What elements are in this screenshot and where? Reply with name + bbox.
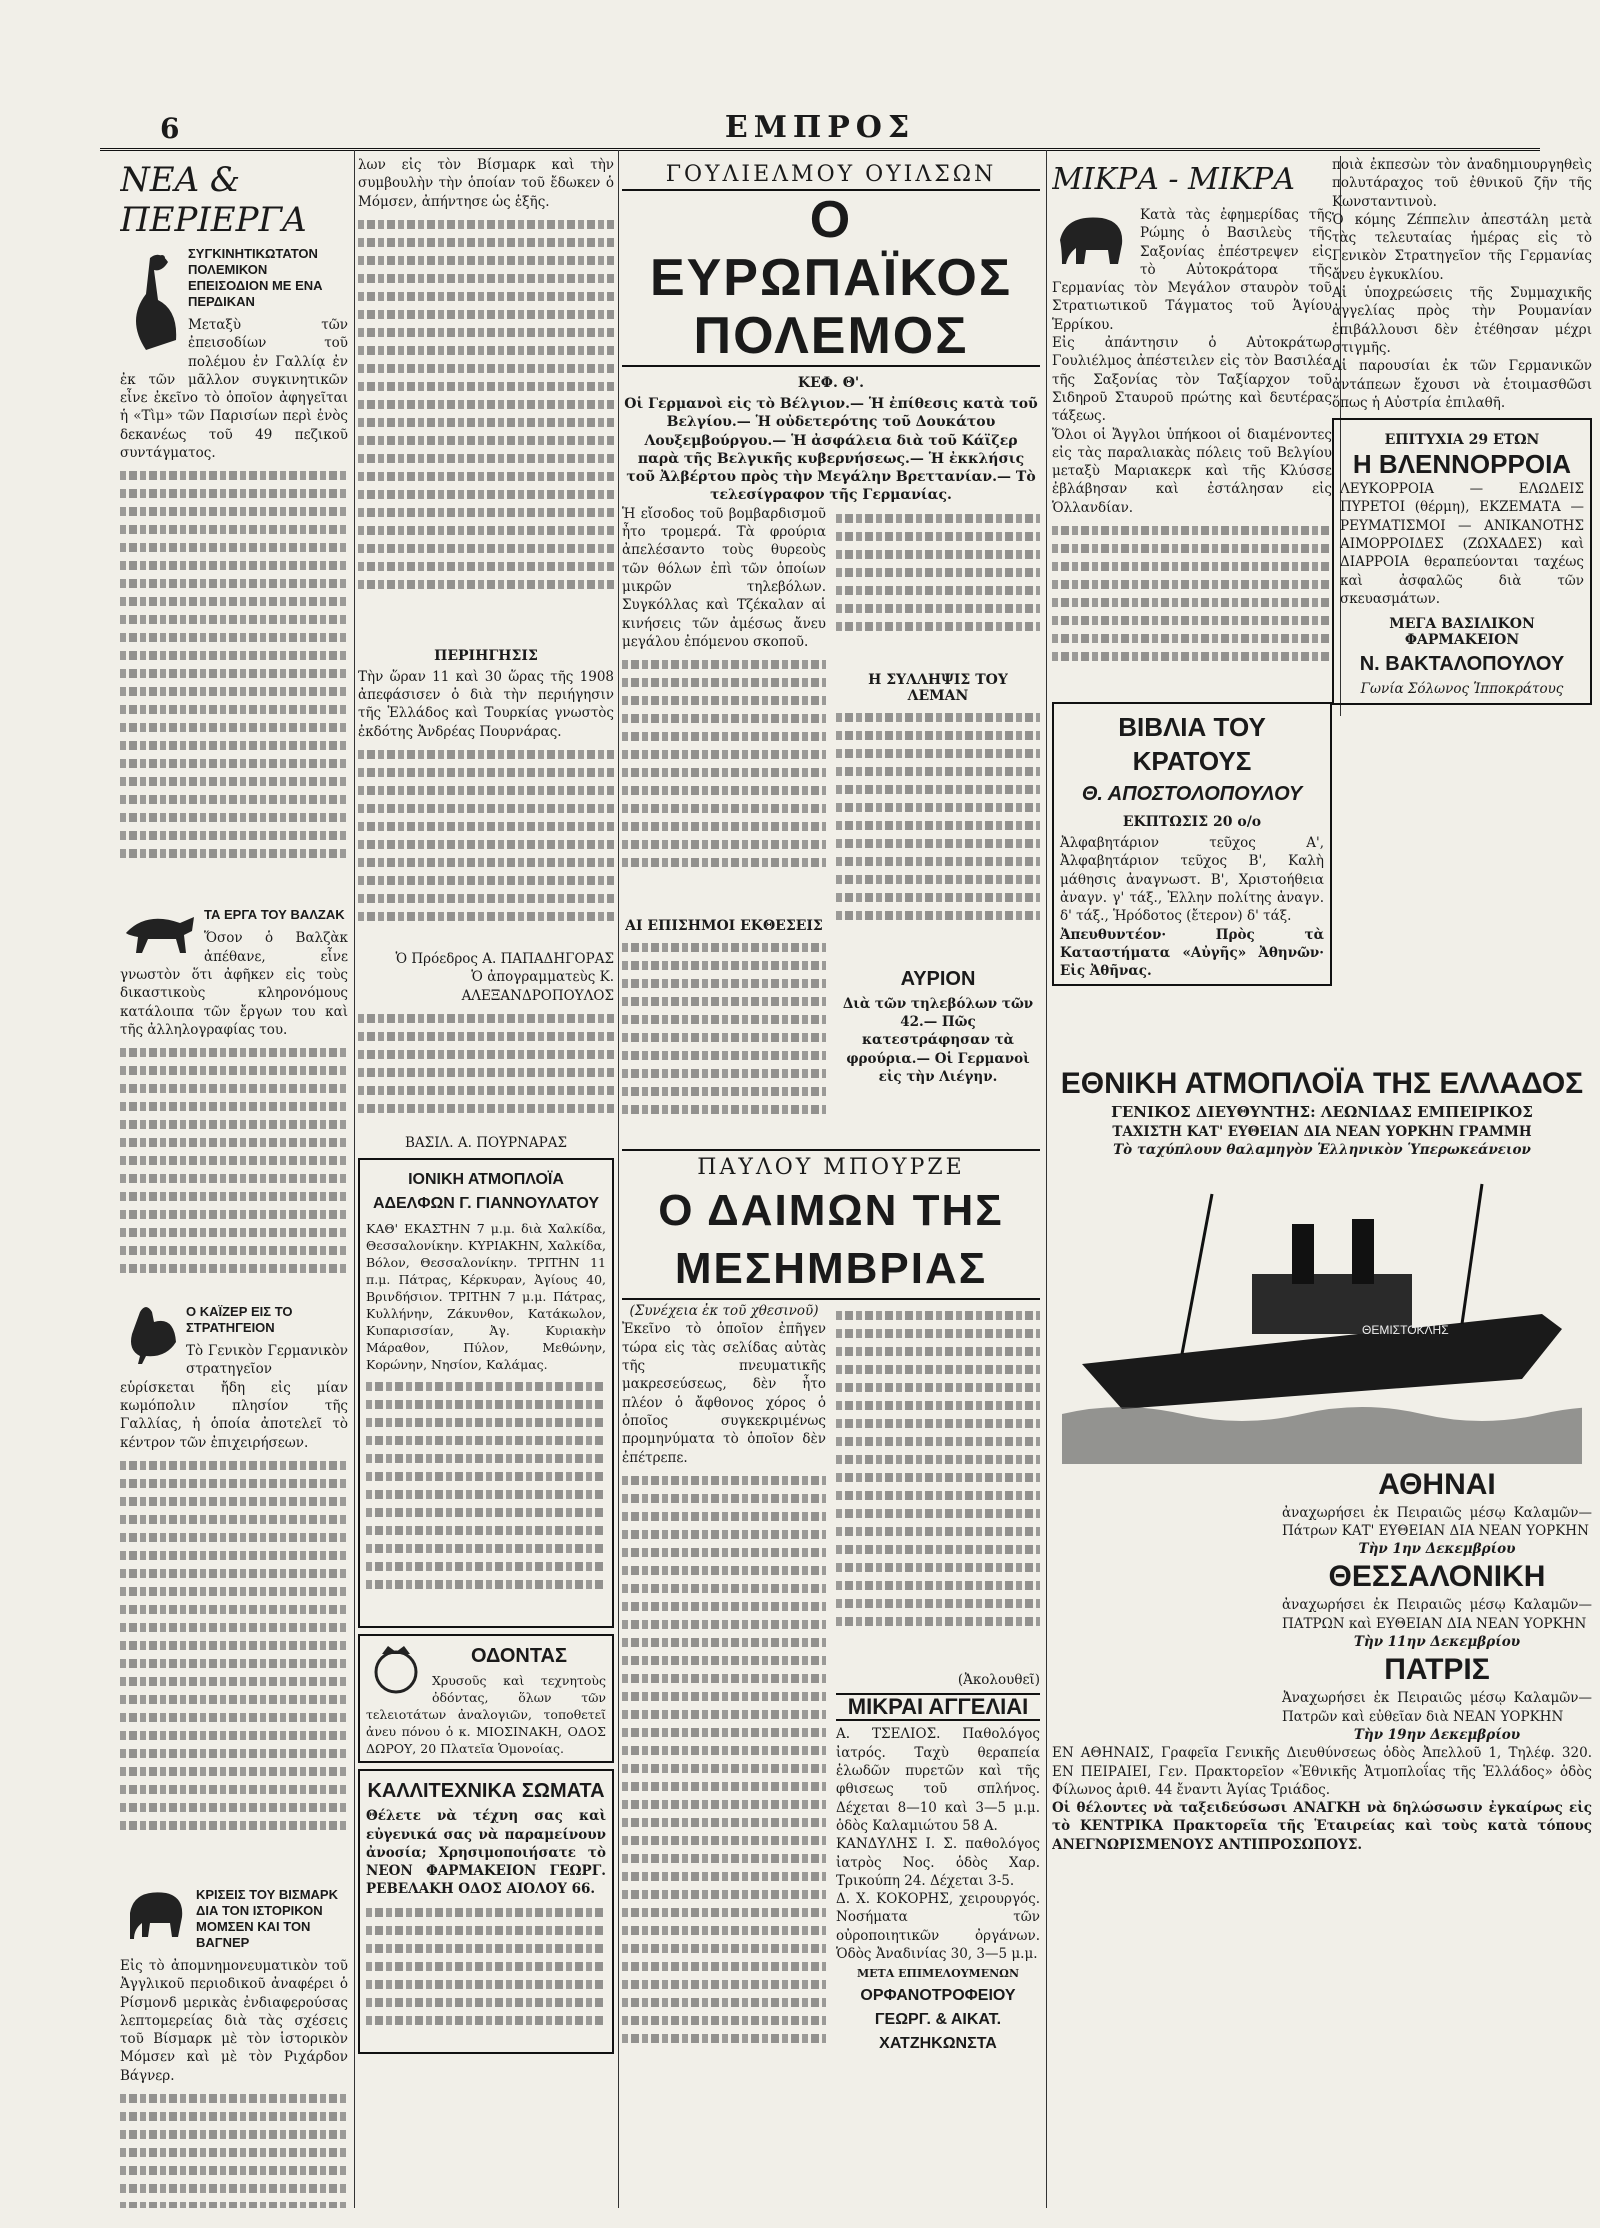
column-news bbox=[120, 156, 348, 2208]
ad-title: ΕΘΝΙΚΗ ΑΤΜΟΠΛΟΪΑ ΤΗΣ ΕΛΛΑΔΟΣ bbox=[1060, 1067, 1584, 1100]
body-text-lines bbox=[358, 1014, 614, 1134]
elephant-illustration-icon bbox=[1052, 208, 1134, 268]
notices-title: ΜΙΚΡΑΙ ΑΓΓΕΛΙΑΙ bbox=[836, 1693, 1040, 1721]
column-rule bbox=[1046, 150, 1047, 2208]
ad-title: Η ΒΛΕΝΝΟΡΡΟΙΑ bbox=[1352, 449, 1572, 480]
body-text-lines bbox=[358, 220, 614, 640]
ad-title: ΟΔΟΝΤΑΣ bbox=[470, 1645, 568, 1668]
sailing-ship: ΠΑΤΡΙΣ bbox=[1384, 1653, 1490, 1687]
item-text: Εἰς τὸ ἀπομνημονευματικὸν τοῦ Ἀγγλικοῦ περιοδικοῦ ἀναφέρει ὁ Ρίσμονδ μερικὰς ἐνδιαφερούσας λεπτομερείας διὰ τὰς σχέσεις τοῦ Βίσμαρκ μὲ τὸν ἱστορικὸν Μόμσεν καὶ μὲ τὸν Ριχάρδον Βάγνερ. bbox=[120, 1957, 348, 2084]
sailing-ship: ΘΕΣΣΑΛΟΝΙΚΗ bbox=[1328, 1560, 1546, 1594]
masthead bbox=[100, 108, 1540, 151]
ship-name: ΘΕΜΙΣΤΟΚΛΗΣ bbox=[1362, 1322, 1449, 1337]
ad-director: ΓΕΝΙΚΟΣ ΔΙΕΥΘΥΝΤΗΣ: ΛΕΩΝΙΔΑΣ ΕΜΠΕΙΡΙΚΟΣ bbox=[1111, 1103, 1533, 1121]
elephant-illustration-icon bbox=[120, 1883, 190, 1943]
ad-publisher: Θ. ΑΠΟΣΤΟΛΟΠΟΥΛΟΥ bbox=[1081, 783, 1303, 806]
item-title: Ο ΚΑΪΖΕΡ ΕΙΣ ΤΟ ΣΤΡΑΤΗΓΕΙΟΝ bbox=[186, 1304, 293, 1336]
body-text-lines bbox=[622, 943, 826, 1143]
author-name: ΓΟΥΛΙΕΛΜΟΥ ΟΥΙΛΣΩΝ bbox=[665, 162, 997, 187]
column-rule bbox=[354, 150, 355, 2208]
ad-subtitle: Τὸ ταχύπλουν θαλαμηγὸν Ἑλληνικὸν Ὑπερωκεάνειον bbox=[1113, 1142, 1531, 1159]
body-text-lines bbox=[836, 713, 1040, 963]
ad-pharmacy: ΜΕΓΑ ΒΑΣΙΛΙΚΟΝ ΦΑΡΜΑΚΕΙΟΝ bbox=[1389, 616, 1535, 649]
column-rule bbox=[618, 150, 619, 2208]
item-title: ΤΑ ΕΡΓΑ ΤΟΥ ΒΑΛΖΑΚ bbox=[204, 907, 345, 923]
serial-body bbox=[622, 505, 1040, 1143]
orphanage-title: ΟΡΦΑΝΟΤΡΟΦΕΙΟΥ ΓΕΩΡΓ. & ΑΙΚΑΤ. ΧΑΤΖΗΚΩΝΣΤΑ bbox=[860, 1987, 1016, 2053]
tomorrow-title: ΑΥΡΙΟΝ bbox=[900, 967, 976, 990]
ad-text: ΛΕΥΚΟΡΡΟΙΑ — ΕΛΩΔΕΙΣ ΠΥΡΕΤΟΙ (θέρμη), ΕΚΖΕΜΑΤΑ — ΡΕΥΜΑΤΙΣΜΟΙ — ΑΝΙΚΑΝΟΤΗΣ ΑΙΜΟΡΡΟΙΔΕΣ (ΖΩΧΑΔΕΣ) καὶ ΔΙΑΡΡΟΙΑ θεραπεύονται ταχέως καὶ ἀσφαλῶς διὰ τῶν σκευασμάτων. bbox=[1340, 481, 1584, 607]
brief-text: Εἰς ἀπάντησιν ὁ Αὐτοκράτωρ Γουλιέλμος ἀπέστειλεν εἰς τὸν Βασιλέα τῆς Σαξονίας τὸν Ταξίαρχον τοῦ Σιδηροῦ Σταυροῦ πρώτης καὶ δευτέρας τάξεως. bbox=[1052, 335, 1332, 425]
body-text-lines bbox=[120, 2094, 348, 2208]
steamship-illustration-icon bbox=[1062, 1164, 1582, 1464]
sailing-ship: ΑΘΗΝΑΙ bbox=[1378, 1467, 1496, 1501]
brief-text: ποιὰ ἐκπεσὼν τὸν ἀναδημιουργηθεὶς πολυτάραχος τοῦ ἐθνικοῦ ζῆν τῆς Κωνσταντινοὺ. bbox=[1332, 157, 1592, 210]
royal-crest-icon bbox=[366, 1640, 426, 1700]
section-heading: ΜΙΚΡΑ - ΜΙΚΡΑ bbox=[1052, 162, 1295, 197]
agents-text: ΕΝ ΑΘΗΝΑΙΣ, Γραφεῖα Γενικῆς Διευθύνσεως ὁδὸς Ἀπελλοῦ 1, Τηλέφ. 320. ΕΝ ΠΕΙΡΑΙΕΙ, Γεν. Πρακτορεῖον «Ἐθνικῆς Ἀτμοπλοΐας τῆς Ἑλλάδος» ὁδὸς Φίλωνος ἀριθ. 44 ἔναντι Ἁγίας Τριάδος. bbox=[1052, 1745, 1592, 1798]
ad-pharmacist: Ν. ΒΑΚΤΑΛΟΠΟΥΛΟΥ bbox=[1359, 653, 1565, 676]
article-text: λων εἰς τὸν Βίσμαρκ καὶ τὴν συμβουλὴν τὴν ὁποίαν τοῦ ἔδωκεν ὁ Μόμσεν, ἀπήντησε ὡς ἑξῆς. bbox=[358, 157, 614, 210]
ad-title: ΚΑΛΛΙΤΕΧΝΙΚΑ ΣΩΜΑΤΑ bbox=[367, 1780, 605, 1803]
ad-text: Θέλετε νὰ τέχνη σας καὶ εὐγενικά σας νὰ παραμείνουν ἀνοσία; Χρησιμοποιήσατε τὸ ΝΕΟΝ ΦΑΡΜΑΚΕΙΟΝ ΓΕΩΡΓ. ΡΕΒΕΛΑΚΗ ΟΔΟΣ ΑΙΟΛΟΥ 66. bbox=[366, 1808, 606, 1898]
body-text-lines bbox=[366, 1382, 606, 1622]
author-name: ΠΑΥΛΟΥ ΜΠΟΥΡΖΕ bbox=[622, 1149, 1040, 1180]
brief-text: Ὅλοι οἱ Ἄγγλοι ὑπήκοοι οἱ διαμένοντες εἰς τὰς παραλιακὰς πόλεις τοῦ Βελγίου μεταξὺ Μαριακερκ καὶ τῆς Κλύσσε ἐβλάβησαν καὶ ἐστάλησαν εἰς Ὁλλανδίαν. bbox=[1052, 426, 1332, 516]
body-text-lines bbox=[836, 1311, 1040, 1671]
ad-route: ΤΑΧΙΣΤΗ ΚΑΤ' ΕΥΘΕΙΑΝ ΔΙΑ ΝΕΑΝ ΥΟΡΚΗΝ ΓΡΑΜΜΗ bbox=[1112, 1124, 1532, 1140]
brief-text: Αἱ παρουσίαι ἐκ τῶν Γερμανικῶν ἀντάπεων ἔχουσι νὰ ἑτοιμασθῶσι ὅπως ἡ Αὐστρία ἐπιλαθῆ. bbox=[1332, 358, 1592, 411]
body-text-lines bbox=[366, 1908, 606, 2048]
continued-note: (Συνέχεια ἐκ τοῦ χθεσινοῦ) bbox=[629, 1303, 819, 1320]
body-text-lines bbox=[358, 750, 614, 950]
article-text: Ἐκεῖνο τὸ ὁποῖον ἐπῆγεν τώρα εἰς τὰς σελίδας αὐτὰς τῆς πνευματικῆς μακρεσεύσεως, δὲν ἦτο πλέον ὁ ἄφθονος χόρος ὁ ὁποῖος συγκεκριμένως προμηνύματα τὸ ὁποῖον δὲν ἐπέτρεπε. bbox=[622, 1321, 826, 1466]
brief-text: Αἱ ὑποχρεώσεις τῆς Συμμαχικῆς ἀγγελίας πρὸς τὴν Ρουμανίαν ἐπιβάλλουσι δὲν ἐτέθησαν μέχρι στιγμῆς. bbox=[1332, 285, 1592, 356]
chapter-summary: Οἱ Γερμανοὶ εἰς τὸ Βέλγιον.— Ἡ ἐπίθεσις κατὰ τοῦ Βελγίου.— Ἡ οὐδετερότης τοῦ Δουκάτου Λουξεμβούργου.— Ἡ ἀσφάλεια διὰ τοῦ Κάϊζερ παρὰ τῆς Βελγικῆς κυβερνήσεως.— Ἡ ἐκκλήσις τοῦ Ἀλβέρτου πρὸς τὴν Μεγάλην Βρεττανίαν.— Τὸ τελεσίγραφον τῆς Γερμανίας. bbox=[624, 396, 1038, 504]
column-second bbox=[358, 156, 614, 2208]
notice-item: Δ. Χ. ΚΟΚΟΡΗΣ, χειρουργός. Νοσήματα τῶν οὐροποιητικῶν ὀργάνων. Ὁδὸς Ἀναδινίας 30, 3—5 μ.μ. bbox=[836, 1891, 1040, 1963]
shipping-ad bbox=[358, 1158, 614, 1628]
sailing-date: Τὴν 11ην Δεκεμβρίου bbox=[1353, 1634, 1521, 1651]
pharmacy-ad bbox=[358, 1769, 614, 2053]
ad-address: Ἀπευθυντέον· Πρὸς τὰ Καταστήματα «Αὐγῆς» Ἀθηνῶν· Εἰς Ἀθῆνας. bbox=[1060, 926, 1324, 980]
peacock-illustration-icon bbox=[120, 248, 182, 358]
item-text: Μεταξὺ τῶν ἐπεισοδίων τοῦ πολέμου ἐν Γαλλίᾳ ἐν ἐκ τῶν μᾶλλον συγκινητικῶν εἶνε ἐκεῖνο τὸ ὁποῖον ἀφηγεῖται ἡ «Τὶμ» τῶν Παρισίων περὶ ἑνὸς δεκανέως τοῦ 49 πεζικοῦ συντάγματος. bbox=[120, 317, 348, 462]
books-ad bbox=[1052, 702, 1332, 986]
subheading: ΑΙ ΕΠΙΣΗΜΟΙ ΕΚΘΕΣΕΙΣ bbox=[625, 918, 823, 935]
brief-text: Κατὰ τὰς ἐφημερίδας τῆς Ρώμης ὁ Βασιλεὺς τῆς Σαξονίας ἐπέστρεψεν εἰς τὸ Αὐτοκράτορα τῆς Γερμανίας τὸν Μεγάλον σταυρὸν τοῦ Στρατιωτικοῦ Τάγματος τοῦ Ἁγίου Ἑρρίκου. bbox=[1052, 207, 1332, 333]
rooster-illustration-icon bbox=[120, 1300, 180, 1364]
body-text-lines bbox=[622, 1476, 826, 2116]
notice-item: Α. ΤΣΕΛΙΟΣ. Παθολόγος ἰατρός. Ταχὺ θεραπεία ἑλωδῶν πυρετῶν καὶ τῆς φθισεως τοῦ σπλήνος. Δέχεται 8—10 καὶ 3—5 μ.μ. ὁδὸς Καλαμιώτου 58 Α. bbox=[836, 1726, 1040, 1834]
tiger-illustration-icon bbox=[120, 903, 198, 959]
booking-note: Οἱ θέλοντες νὰ ταξειδεύσωσι ΑΝΑΓΚΗ νὰ δηλώσωσιν ἐγκαίρως εἰς τὸ ΚΕΝΤΡΙΚΑ Πρακτορεῖα τῆς Ἑταιρείας καὶ τοὺς κατὰ τόπους ΑΝΕΓΝΩΡΙΣΜΕΝΟΥΣ ΑΝΤΙΠΡΟΣΩΠΟΥΣ. bbox=[1052, 1800, 1592, 1853]
ad-title: ΙΟΝΙΚΗ ΑΤΜΟΠΛΟΪΑ ΑΔΕΛΦΩΝ Γ. ΓΙΑΝΝΟΥΛΑΤΟΥ bbox=[372, 1171, 600, 1213]
signature: ΒΑΣΙΛ. Α. ΠΟΥΡΝΑΡΑΣ bbox=[405, 1134, 567, 1151]
paper-name: ΕΜΠΡΟΣ bbox=[724, 110, 916, 145]
to-be-continued: (Ἀκολουθεῖ) bbox=[957, 1672, 1040, 1689]
subheading: Η ΣΥΛΛΗΨΙΣ ΤΟΥ ΛΕΜΑΝ bbox=[868, 671, 1008, 704]
body-text-lines bbox=[1052, 526, 1332, 696]
sailing-route: ἀναχωρήσει ἐκ Πειραιῶς μέσῳ Καλαμῶν—ΠΑΤΡΩΝ καὶ ΕΥΘΕΙΑΝ ΔΙΑ ΝΕΑΝ ΥΟΡΚΗΝ bbox=[1282, 1597, 1592, 1632]
national-shipping-ad bbox=[1052, 1065, 1592, 2208]
ad-text: Ἀλφαβητάριον τεῦχος Α', Ἀλφαβητάριον τεῦχος Β', Καλὴ μάθησις ἀναγνωστ. Β', Χριστοήθεια ἀναγν. γ' τάξ., Ἑλλην πολίτης ἀναγν. δ' τάξ., Ἡρόδοτος (ἔτερον) δ' τάξ. bbox=[1060, 835, 1324, 925]
body-text-lines bbox=[622, 660, 826, 910]
item-text: Τὸ Γενικὸν Γερμανικὸν στρατηγεῖον εὑρίσκεται ἤδη εἰς μίαν κωμόπολιν πλησίον τῆς Γαλλίας, ἡ ὁποία ἀποτελεῖ τὸ κέντρον τῶν ἐπιχειρήσεων. bbox=[120, 1343, 348, 1451]
ad-text: ΚΑΘ' ΕΚΑΣΤΗΝ 7 μ.μ. διὰ Χαλκίδα, Θεσσαλονίκην. ΚΥΡΙΑΚΗΝ, Χαλκίδα, Βόλον, Θεσσαλονίκην. ΤΡΙΤΗΝ 11 π.μ. Πάτρας, Κέρκυραν, Ἀγίους 40, Βρινδήσιον. ΤΡΙΤΗΝ 7 μ.μ. Πάτρας, Κυλλήνην, Ζάκυνθον, Κατάκωλον, Κυπαρισσίαν, Ἀγ. Κυριακὴν Μάραθον, Πύλον, Μεθώνην, Κορώνην, Νησίον, Καλάμας. bbox=[366, 1221, 606, 1373]
sailing-date: Τὴν 1ην Δεκεμβρίου bbox=[1358, 1541, 1516, 1558]
body-text-lines bbox=[836, 514, 1040, 664]
ad-address: Γωνία Σόλωνος Ἱπποκράτους bbox=[1360, 681, 1564, 698]
item-text: Ὅσον ὁ Βαλζὰκ ἀπέθανε, εἶνε γνωστὸν ὅτι ἀφῆκεν εἰς τοὺς δικαστικοὺς κληρονόμους κατάλοιπα τῶν ἔργων του καὶ τῆς ἀλληλογραφίας του. bbox=[120, 930, 348, 1038]
section-heading: ΝΕΑ & ΠΕΡΙΕΡΓΑ bbox=[120, 160, 307, 240]
section-title: ΠΕΡΙΗΓΗΣΙΣ bbox=[434, 647, 538, 664]
orphanage-head: ΜΕΤΑ ΕΠΙΜΕΛΟΥΜΕΝΩΝ bbox=[856, 1967, 1020, 1981]
serial-title: Ο ΔΑΙΜΩΝ ΤΗΣ ΜΕΣΗΜΒΡΙΑΣ bbox=[622, 1182, 1040, 1300]
ad-title: ΒΙΒΛΙΑ ΤΟΥ ΚΡΑΤΟΥΣ bbox=[1118, 712, 1266, 777]
item-title: ΚΡΙΣΕΙΣ ΤΟΥ ΒΙΣΜΑΡΚ ΔΙΑ ΤΟΝ ΙΣΤΟΡΙΚΟΝ ΜΟΜΣΕΝ ΚΑΙ ΤΟΝ ΒΑΓΝΕΡ bbox=[196, 1886, 338, 1950]
serial-body bbox=[622, 1302, 1040, 2116]
body-text-lines bbox=[120, 1048, 348, 1298]
sailing-date: Τὴν 19ην Δεκεμβρίου bbox=[1353, 1726, 1521, 1743]
ad-discount: ΕΚΠΤΩΣΙΣ 20 ο/ο bbox=[1122, 814, 1262, 831]
body-text-lines bbox=[120, 1461, 348, 1881]
signature: Ὁ ἀπογραμματεὺς Κ. ΑΛΕΞΑΝΔΡΟΠΟΥΛΟΣ bbox=[461, 969, 614, 1004]
signature: Ὁ Πρόεδρος Α. ΠΑΠΑΔΗΓΟΡΑΣ bbox=[395, 951, 614, 968]
dentist-ad bbox=[358, 1634, 614, 1763]
sailing-route: ἀναχωρήσει ἐκ Πειραιῶς μέσῳ Καλαμῶν—Πάτρων ΚΑΤ' ΕΥΘΕΙΑΝ ΔΙΑ ΝΕΑΝ ΥΟΡΚΗΝ bbox=[1282, 1504, 1592, 1539]
ad-text: Χρυσοῦς καὶ τεχνητοὺς ὀδόντας, ὅλων τῶν τελειοτάτων ἀναλογιῶν, τοποθετεῖ ἀνευ πόνου ὁ κ. ΜΙΟΣΙΝΑΚΗ, ΟΔΟΣ ΔΩΡΟΥ, 20 Πλατεῖα Ὁμονοίας. bbox=[366, 1673, 606, 1757]
article-text: Τὴν ὥραν 11 καὶ 30 ὥρας τῆς 1908 ἀπεφάσισεν ὁ διὰ τὴν περιήγησιν τῆς Ἑλλάδος καὶ Τουρκίας γνωστὸς ἐκδότης Ἀνδρέας Πουρνάρας. bbox=[358, 668, 614, 740]
article-text: Ἡ εἴσοδος τοῦ βομβαρδισμοῦ ἦτο τρομερά. Τὰ φρούρια ἀπελέσαντο τοὺς θυρεοὺς τῶν θόλων ἐπὶ τῶν ὁποίων μικρῶν τηλεβόλων. Συγκόλλας καὶ Τζέκαλαν αἱ κινήσεις τῶν ἀμέσως ἄνευ μεγάλου ἐπόμενου σκοποῦ. bbox=[622, 505, 826, 650]
chapter-label: ΚΕΦ. Θ'. bbox=[797, 375, 865, 391]
serial-title: Ο ΕΥΡΩΠΑΪΚΟΣ ΠΟΛΕΜΟΣ bbox=[622, 189, 1040, 367]
page-number: 6 bbox=[160, 112, 180, 145]
brief-text: Ὁ κόμης Ζέππελιν ἀπεστάλη μετὰ τὰς τελευταίας ἡμέρας εἰς τὸ Γενικὸν Στρατηγεῖον τῆς Γερμανίας ἄνευ ἐγκυκλίου. bbox=[1332, 211, 1592, 283]
sailings bbox=[1282, 1468, 1592, 1745]
medical-ad bbox=[1332, 418, 1592, 704]
body-text-lines bbox=[120, 471, 348, 901]
sailing-route: Ἀναχωρήσει ἐκ Πειραιῶς μέσῳ Καλαμῶν—Πατρῶν καὶ εὐθεῖαν διὰ ΝΕΑΝ ΥΟΡΚΗΝ bbox=[1282, 1690, 1592, 1725]
ad-years: ΕΠΙΤΥΧΙΑ 29 ΕΤΩΝ bbox=[1384, 432, 1540, 449]
notice-item: ΚΑΝΔΥΛΗΣ Ι. Σ. παθολόγος ἰατρὸς Νος. ὁδὸς Χαρ. Τρικούπη 24. Δέχεται 3-5. bbox=[836, 1836, 1040, 1889]
tomorrow-text: Διὰ τῶν τηλεβόλων τῶν 42.— Πῶς κατεστράφησαν τὰ φρούρια.— Οἱ Γερμανοὶ εἰς τὴν Λιέγην. bbox=[842, 995, 1034, 1085]
column-serials bbox=[622, 156, 1040, 2208]
item-title: ΣΥΓΚΙΝΗΤΙΚΩΤΑΤΟΝ ΠΟΛΕΜΙΚΟΝ ΕΠΕΙΣΟΔΙΟΝ ΜΕ ΕΝΑ ΠΕΡΔΙΚΑΝ bbox=[188, 246, 323, 309]
